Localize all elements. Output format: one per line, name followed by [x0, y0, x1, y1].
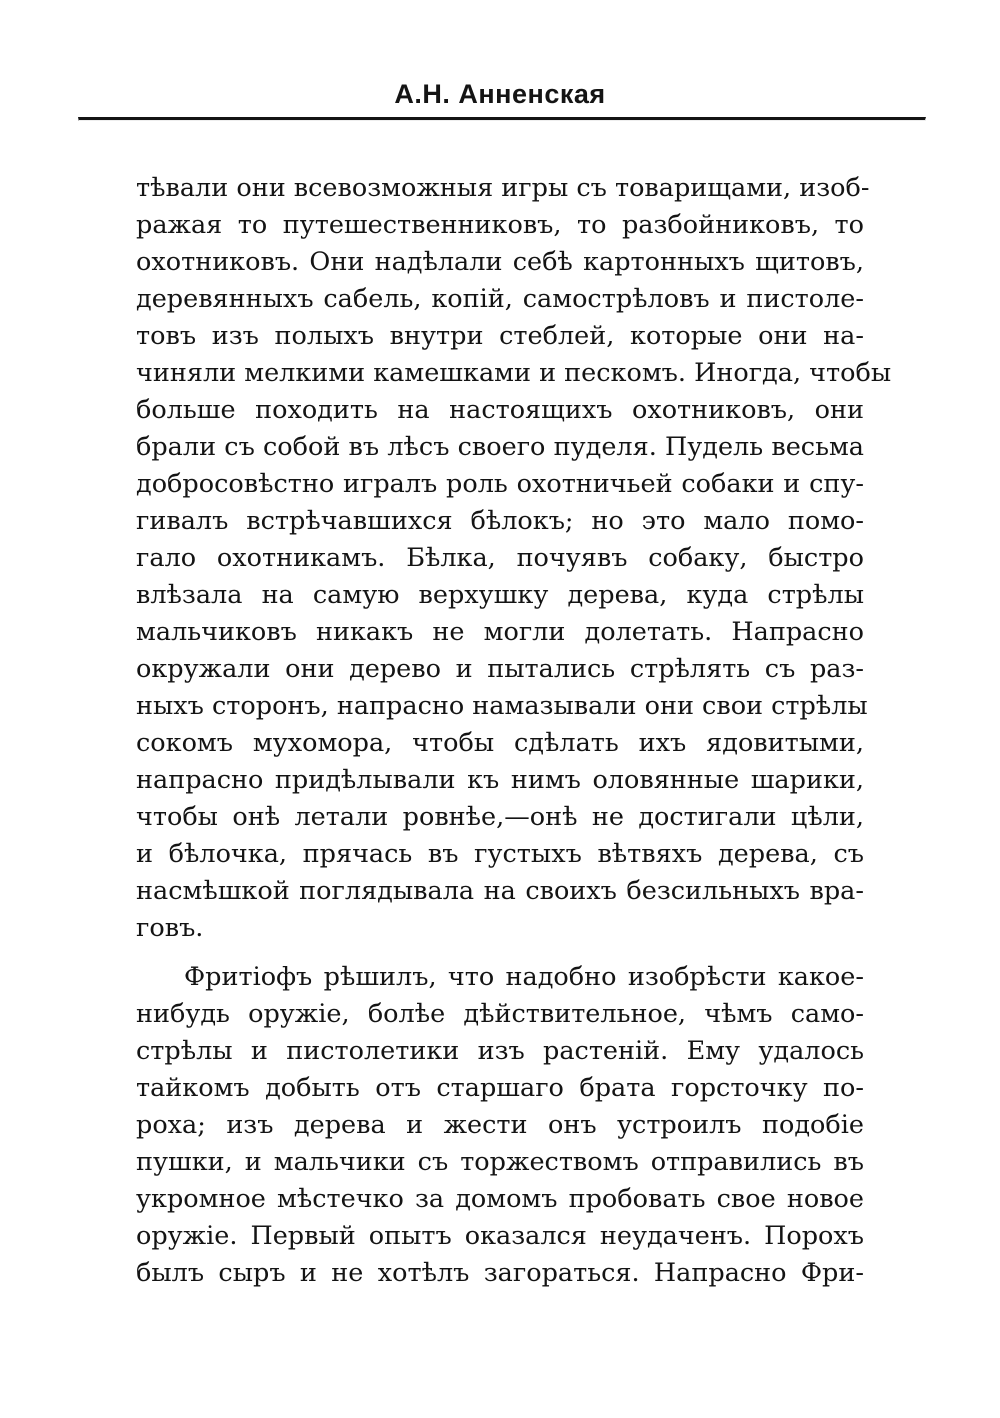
text-line: и бѣлочка, прячась въ густыхъ вѣтвяхъ дерева, съ — [136, 839, 864, 869]
text-line: нибудь оружіе, болѣе дѣйствительное, чѣмъ само- — [136, 999, 864, 1029]
text-line: брали съ собой въ лѣсъ своего пуделя. Пудель весьма — [136, 432, 864, 462]
text-line: влѣзала на самую верхушку дерева, куда стрѣлы — [136, 580, 864, 610]
text-line: роха; изъ дерева и жести онъ устроилъ подобіе — [136, 1110, 864, 1140]
text-line: ражая то путешественниковъ, то разбойниковъ, то — [136, 210, 864, 240]
text-line: сокомъ мухомора, чтобы сдѣлать ихъ ядовитыми, — [136, 728, 864, 758]
text-line: гало охотникамъ. Бѣлка, почуявъ собаку, быстро — [136, 543, 864, 573]
text-line: окружали они дерево и пытались стрѣлять съ раз- — [136, 654, 864, 684]
text-line: товъ изъ полыхъ внутри стеблей, которые они на- — [136, 321, 864, 351]
text-line: напрасно придѣлывали къ нимъ оловянные шарики, — [136, 765, 864, 795]
text-line: мальчиковъ никакъ не могли долетать. Напрасно — [136, 617, 864, 647]
text-line: тайкомъ добыть отъ старшаго брата горсточку по- — [136, 1073, 864, 1103]
text-line: пушки, и мальчики съ торжествомъ отправились въ — [136, 1147, 864, 1177]
paragraph-1 — [136, 170, 892, 947]
text-line: тѣвали они всевозможныя игры съ товарищами, изоб- — [136, 173, 870, 203]
text-line: оружіе. Первый опытъ оказался неудаченъ. Порохъ — [136, 1221, 864, 1251]
text-line: былъ сыръ и не хотѣлъ загораться. Напрасно Фри- — [136, 1258, 864, 1288]
text-line: гивалъ встрѣчавшихся бѣлокъ; но это мало помо- — [136, 506, 864, 536]
paragraph-2 — [136, 959, 864, 1292]
text-line: насмѣшкой поглядывала на своихъ безсильныхъ вра- — [136, 876, 864, 906]
paragraph-gap — [136, 947, 864, 959]
text-line: чтобы онѣ летали ровнѣе,—онѣ не достигали цѣли, — [136, 802, 864, 832]
running-head-author: А.Н. Анненская — [394, 79, 606, 109]
text-line: больше походить на настоящихъ охотниковъ, они — [136, 395, 864, 425]
text-line: говъ. — [136, 913, 204, 943]
text-line: ныхъ сторонъ, напрасно намазывали они свои стрѣлы — [136, 691, 868, 721]
text-line: стрѣлы и пистолетики изъ растеній. Ему удалось — [136, 1036, 864, 1066]
text-line: добросовѣстно игралъ роль охотничьей собаки и спу- — [136, 469, 864, 499]
text-line: деревянныхъ сабель, копій, самострѣловъ и пистоле- — [136, 284, 864, 314]
text-line: чиняли мелкими камешками и пескомъ. Иногда, чтобы — [136, 358, 892, 388]
body-text — [136, 170, 892, 1292]
header-rule — [78, 117, 926, 121]
text-line: Фритіофъ рѣшилъ, что надобно изобрѣсти какое- — [184, 962, 864, 992]
text-line: укромное мѣстечко за домомъ пробовать свое новое — [136, 1184, 864, 1214]
text-line: охотниковъ. Они надѣлали себѣ картонныхъ щитовъ, — [136, 247, 864, 277]
